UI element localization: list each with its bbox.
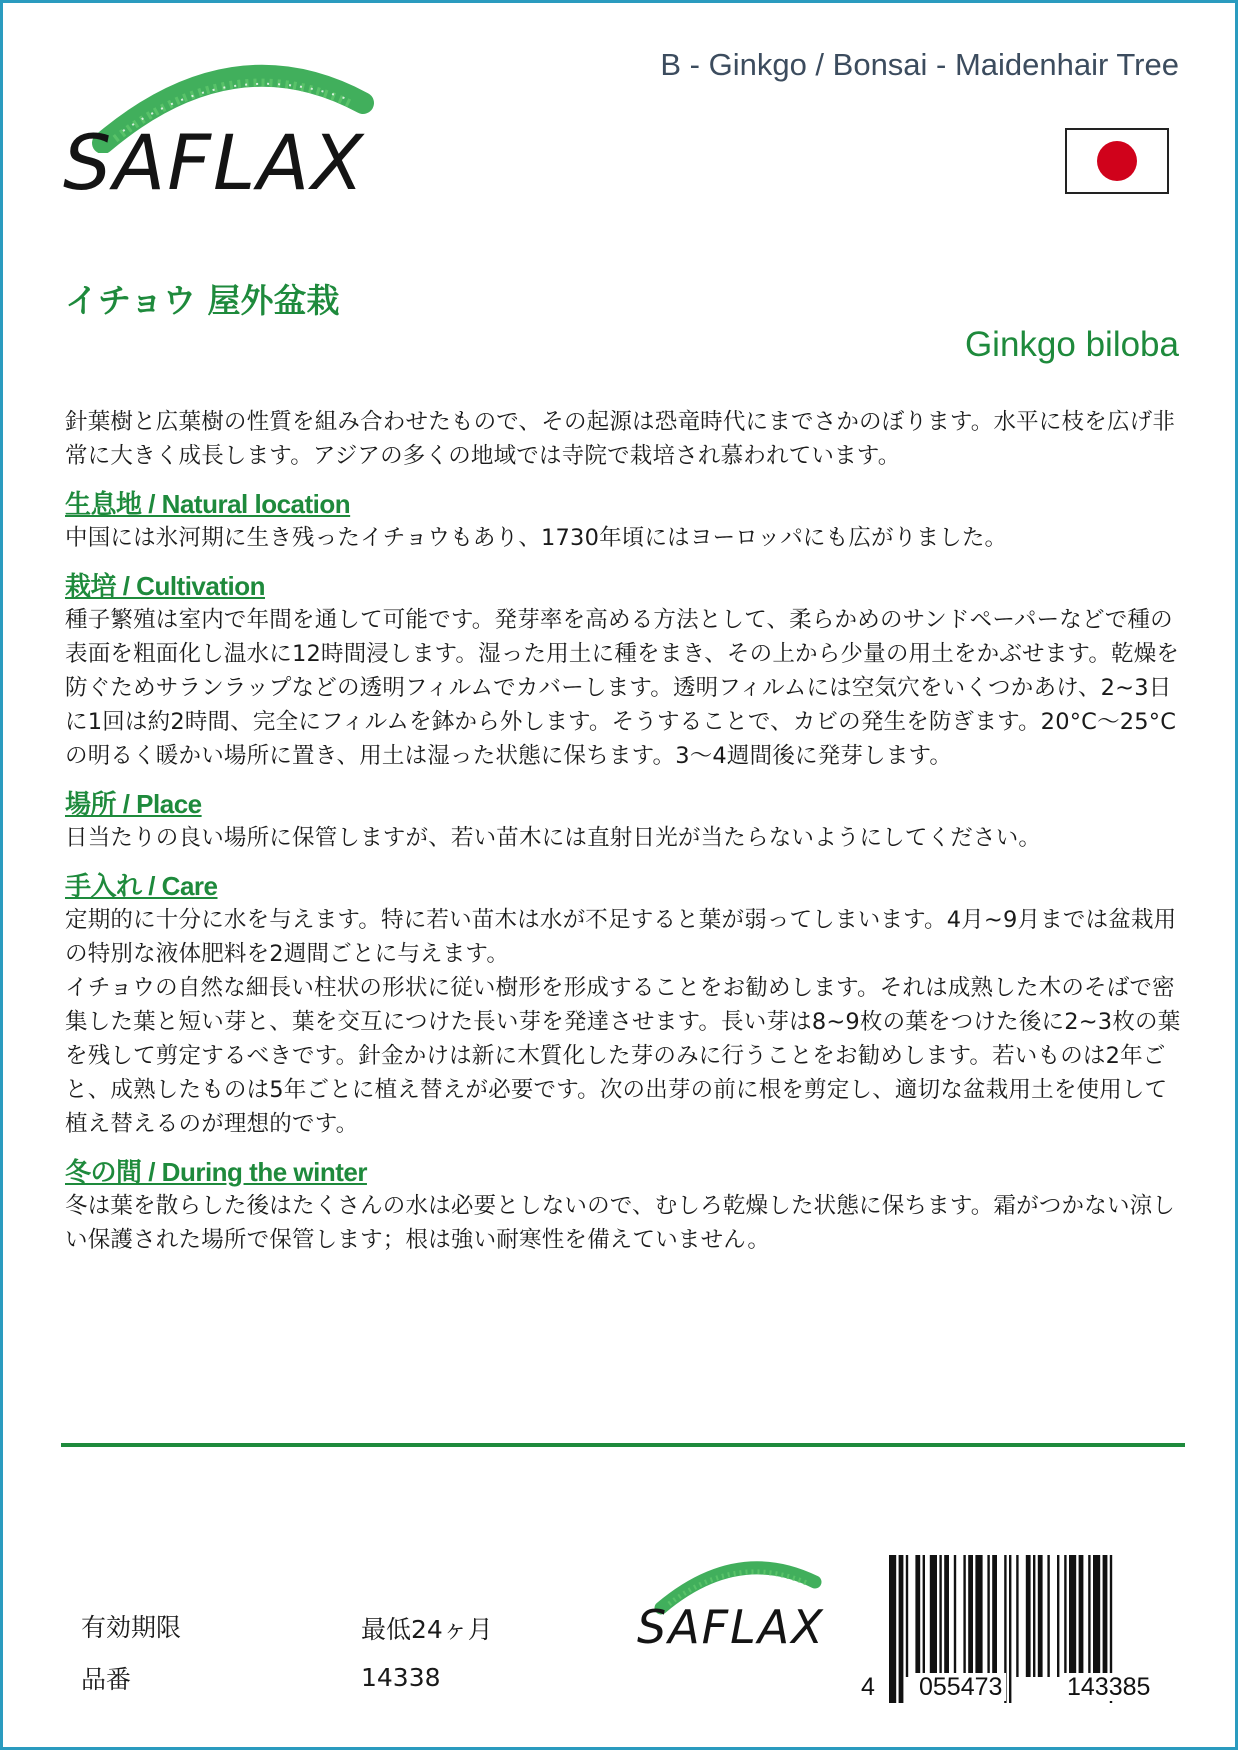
barcode-bar bbox=[1057, 1555, 1059, 1677]
item-number-label: 品番 bbox=[81, 1665, 132, 1694]
expiry-value: 最低24ヶ月 bbox=[361, 1615, 493, 1644]
barcode-right-digits: 143385 bbox=[1063, 1673, 1154, 1701]
barcode-bar bbox=[889, 1555, 896, 1703]
section-heading: 手入れ / Care bbox=[65, 871, 218, 901]
section-heading: 冬の間 / During the winter bbox=[65, 1157, 367, 1187]
barcode-bar bbox=[968, 1555, 973, 1677]
item-number-value: 14338 bbox=[361, 1663, 441, 1692]
brand-wordmark: SAFLAX bbox=[63, 118, 366, 207]
barcode-bar bbox=[1093, 1555, 1100, 1677]
brand-logo bbox=[63, 43, 403, 213]
brand-logo-small bbox=[637, 1548, 837, 1658]
barcode-bar bbox=[1069, 1555, 1076, 1677]
section-heading: 場所 / Place bbox=[65, 789, 202, 819]
section-heading: 栽培 / Cultivation bbox=[65, 571, 266, 601]
section-care bbox=[65, 869, 1185, 1141]
barcode-bar bbox=[906, 1555, 908, 1677]
barcode-bar bbox=[1088, 1555, 1090, 1677]
barcode bbox=[861, 1555, 1183, 1703]
barcode-bar bbox=[992, 1555, 997, 1677]
section-paragraph: 種子繁殖は室内で年間を通して可能です。発芽率を高める方法として、柔らかめのサンドペーパーなどで種の表面を粗面化し温水に12時間浸します。湿った用土に種をまき、その上から少量の用土をかぶせます。乾燥を防ぐためサランラップなどの透明フィルムでカバーします。透明フィルムには空気穴をいくつかあけ、2~3日に1回は約2時間、完全にフィルムを鉢から外します。そうすることで、カビの発生を防ぎます。20°C〜25°Cの明るく暖かい場所に置き、用土は湿った状態に保ちます。3〜4週間後に発芽します。 bbox=[65, 607, 1180, 769]
section-winter bbox=[65, 1155, 1185, 1257]
section-paragraph: 定期的に十分に水を与えます。特に若い苗木は水が不足すると葉が弱ってしまいます。4月~9月までは盆栽用の特別な液体肥料を2週間ごとに与えます。 bbox=[65, 907, 1177, 967]
main-content bbox=[65, 405, 1185, 1257]
flag-sun bbox=[1097, 141, 1137, 181]
brand-wordmark-small: SAFLAX bbox=[637, 1600, 825, 1654]
barcode-bar bbox=[1038, 1555, 1043, 1677]
expiry-label: 有効期限 bbox=[81, 1613, 182, 1642]
barcode-bar bbox=[1026, 1555, 1031, 1677]
section-place bbox=[65, 787, 1185, 855]
barcode-bar bbox=[939, 1555, 941, 1677]
barcode-bar bbox=[963, 1555, 965, 1677]
barcode-bar bbox=[930, 1555, 937, 1677]
section-paragraph: 冬は葉を散らした後はたくさんの水は必要としないので、むしろ乾燥した状態に保ちます。霜がつかない涼しい保護された場所で保管します；根は強い耐寒性を備えていません。 bbox=[65, 1193, 1176, 1253]
barcode-bar bbox=[1009, 1555, 1011, 1703]
barcode-bar bbox=[1064, 1555, 1066, 1677]
barcode-bar bbox=[987, 1555, 989, 1677]
footer-divider bbox=[61, 1443, 1185, 1447]
barcode-bar bbox=[899, 1555, 904, 1703]
barcode-first-digit: 4 bbox=[861, 1673, 875, 1701]
section-cultivation bbox=[65, 569, 1185, 773]
section-paragraph: イチョウの自然な細長い柱状の形状に従い樹形を形成することをお勧めします。それは成熟した木のそばで密集した葉と短い芽と、葉を交互につけた長い芽を発達させます。長い芽は8~9枚の葉をつけた後に2~3枚の葉を残して剪定するべきです。針金かけは新に木質化した芽のみに行うことをお勧めします。若いものは2年ごと、成熟したものは5年ごとに植え替えが必要です。次の出芽の前に根を剪定し、適切な盆栽用土を使用して植え替えるのが理想的です。 bbox=[65, 975, 1181, 1137]
barcode-bar bbox=[1079, 1555, 1084, 1677]
section-paragraph: 中国には氷河期に生き残ったイチョウもあり、1730年頃にはヨーロッパにも広がりました。 bbox=[65, 525, 1008, 551]
barcode-left-digits: 055473 bbox=[915, 1673, 1006, 1701]
intro-paragraph: 針葉樹と広葉樹の性質を組み合わせたもので、その起源は恐竜時代にまでさかのぼります。水平に枝を広げ非常に大きく成長します。アジアの多くの地域では寺院で栽培され慕われています。 bbox=[65, 409, 1176, 469]
product-title: イチョウ 屋外盆栽 bbox=[65, 281, 340, 320]
section-natural-location bbox=[65, 487, 1185, 555]
latin-name: Ginkgo biloba bbox=[964, 325, 1179, 364]
seed-packet-back bbox=[3, 3, 1235, 1747]
barcode-bar bbox=[975, 1555, 982, 1677]
barcode-bar bbox=[1103, 1555, 1108, 1677]
barcode-bar bbox=[1016, 1555, 1018, 1677]
section-paragraph: 日当たりの良い場所に保管しますが、若い苗木には直射日光が当たらないようにしてください。 bbox=[65, 825, 1042, 851]
barcode-bar bbox=[954, 1555, 956, 1677]
category-header: B - Ginkgo / Bonsai - Maidenhair Tree bbox=[660, 47, 1179, 82]
barcode-bar bbox=[1033, 1555, 1035, 1677]
section-heading: 生息地 / Natural location bbox=[65, 489, 351, 519]
japan-flag-icon bbox=[1065, 128, 1169, 194]
barcode-bar bbox=[915, 1555, 920, 1677]
barcode-bar bbox=[1047, 1555, 1049, 1677]
barcode-bar bbox=[944, 1555, 949, 1677]
barcode-bar bbox=[923, 1555, 925, 1677]
